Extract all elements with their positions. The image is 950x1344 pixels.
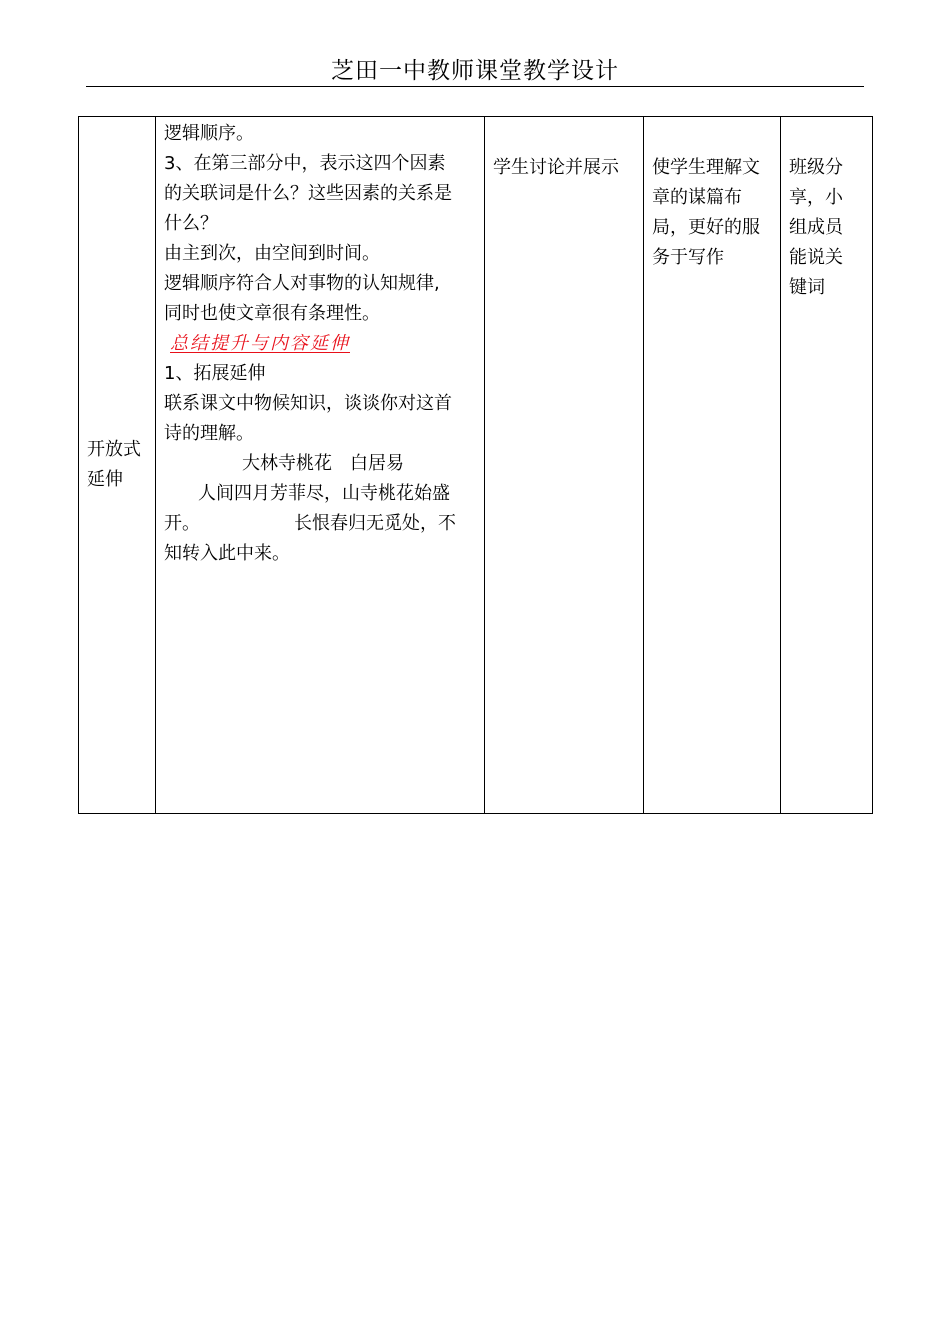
poem-line: 知转入此中来。: [164, 543, 290, 564]
content-line: 诗的理解。: [164, 423, 254, 444]
student-activity-cell: [485, 117, 644, 814]
stage-label-line: 开放式: [87, 439, 141, 460]
design-intent-line: 章的谋篇布: [652, 187, 742, 208]
stage-label-line: 延伸: [87, 469, 123, 490]
design-intent-line: 务于写作: [652, 247, 724, 268]
poem-line-part: 开。: [164, 513, 200, 534]
design-intent-cell: [644, 117, 781, 814]
assessment-cell: [781, 117, 873, 814]
content-line: 什么？: [164, 213, 218, 234]
content-line: 逻辑顺序符合人对事物的认知规律,: [164, 273, 440, 294]
design-intent-line: 局，更好的服: [652, 217, 760, 238]
content-line: 由主到次，由空间到时间。: [164, 243, 380, 264]
assessment-line: 组成员: [789, 217, 843, 238]
poem-heading: [164, 449, 478, 479]
assessment-line: 键词: [789, 277, 825, 298]
content-line: 3、在第三部分中，表示这四个因素: [164, 153, 446, 174]
student-activity-text: 学生讨论并展示: [493, 157, 619, 178]
content-line: 联系课文中物候知识，谈谈你对这首: [164, 393, 452, 414]
stage-cell: [79, 117, 156, 814]
page-title: 芝田一中教师课堂教学设计: [331, 58, 619, 84]
assessment-line: 能说关: [789, 247, 843, 268]
section-heading-line: [164, 329, 478, 359]
content-line: 1、拓展延伸: [164, 363, 266, 384]
content-line: 同时也使文章很有条理性。: [164, 303, 380, 324]
poem-line: 人间四月芳菲尽，山寺桃花始盛: [198, 483, 450, 504]
poem-author: 白居易: [350, 453, 404, 474]
section-heading: 总结提升与内容延伸: [170, 333, 350, 354]
header-divider: [86, 86, 864, 87]
lesson-plan-table: [78, 116, 873, 814]
assessment-line: 享，小: [789, 187, 843, 208]
assessment-line: 班级分: [789, 157, 843, 178]
design-intent-line: 使学生理解文: [652, 157, 760, 178]
content-cell: [156, 117, 485, 814]
poem-line: [164, 509, 478, 539]
poem-title: 大林寺桃花: [242, 453, 332, 474]
table-row: [79, 117, 873, 814]
poem-line-part: 长恨春归无觅处，不: [294, 513, 456, 534]
content-line: 的关联词是什么？这些因素的关系是: [164, 183, 452, 204]
content-line: 逻辑顺序。: [164, 123, 254, 144]
